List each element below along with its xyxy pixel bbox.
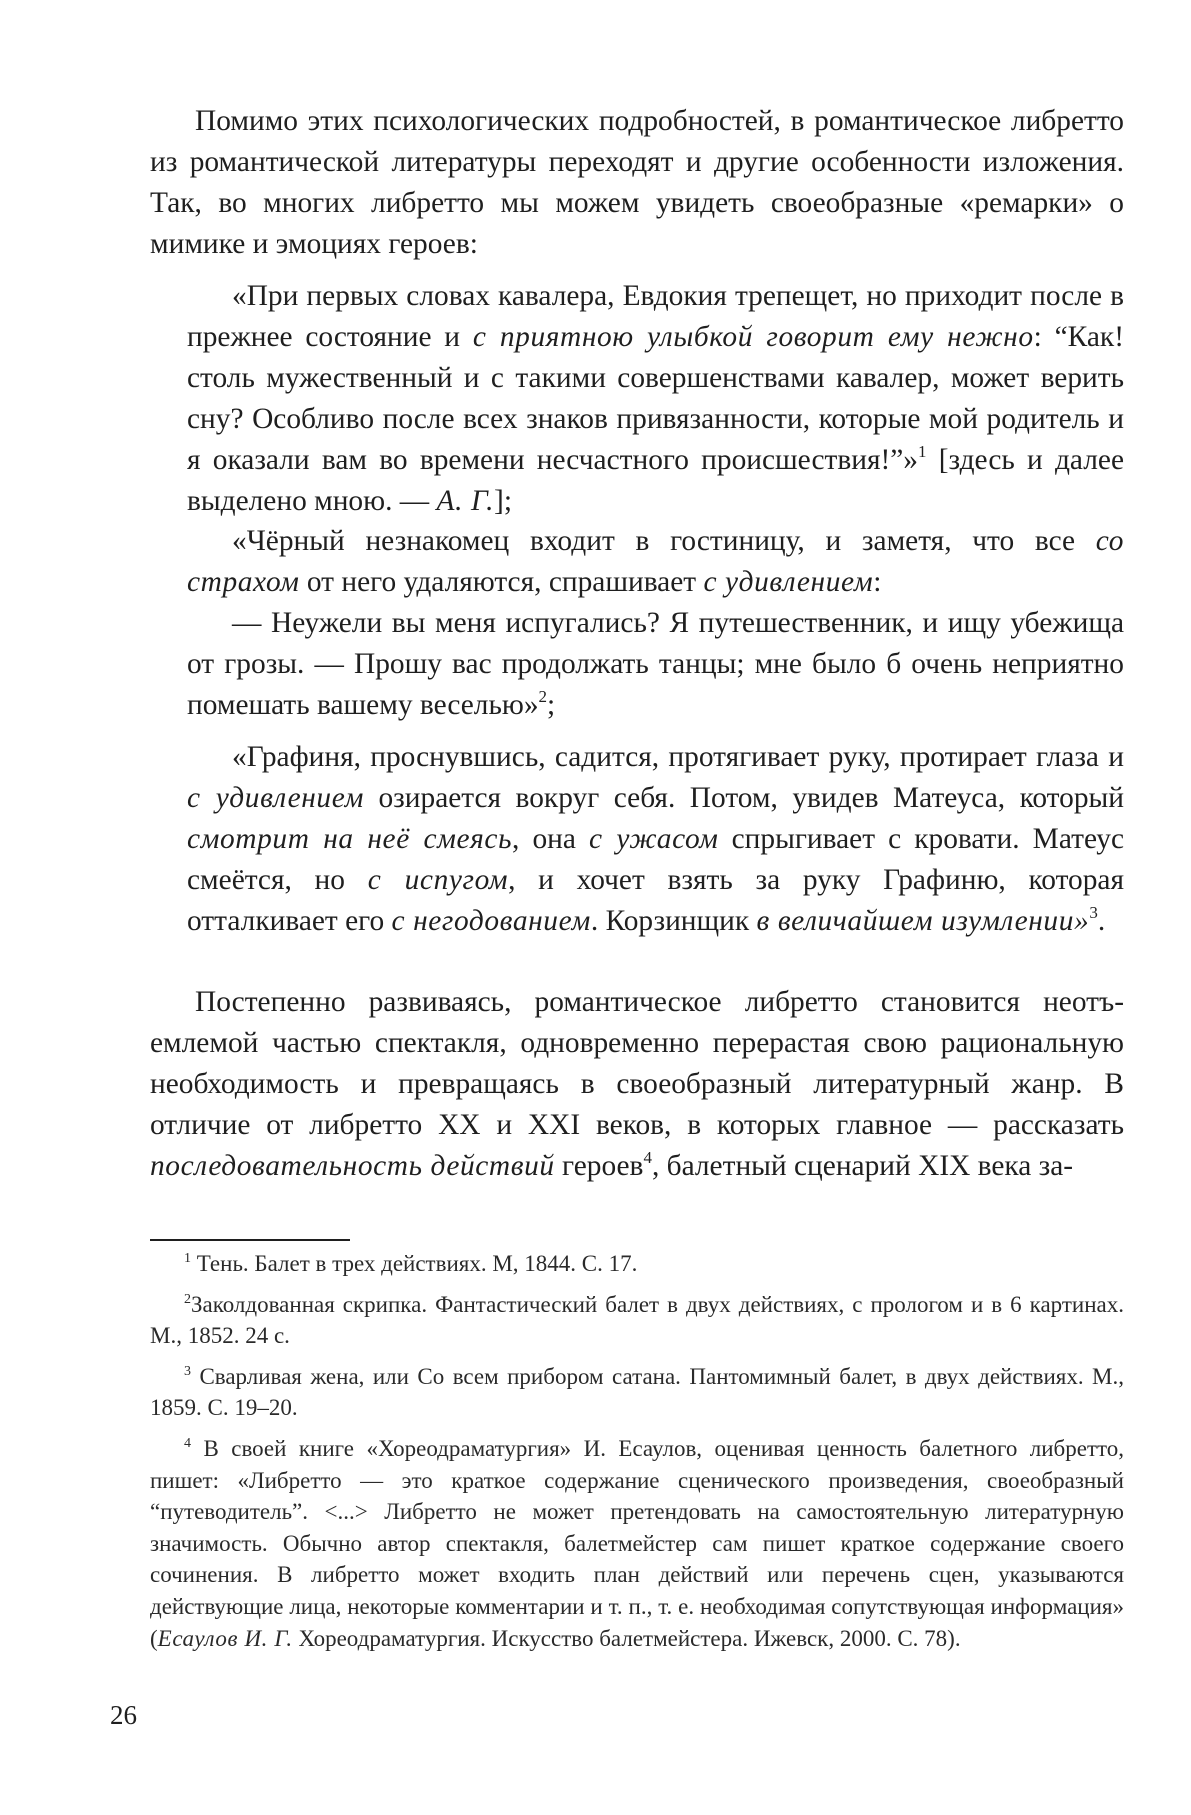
intro-text: Помимо этих психологических подробностей, в романтическое либретто из романтической литературы переходят и другие особенности изложения. Так, во многих либретто мы можем увидеть своеобразные «ремарки» о мимике и эмоциях героев: [150,105,1124,260]
footnote-text: Заколдованная скрипка. Фантастический балет в двух действиях, с прологом и в 6 картинах. М., 1852. 24 с. [150,1291,1124,1349]
footnote-number: 1 [184,1251,191,1266]
footnote-ref-3: 3 [1089,903,1098,922]
footnote-3 [150,1361,1124,1424]
footnotes [150,1248,1124,1663]
quote-2-dialogue: — Неужели вы меня испугались? Я путешественник, и ищу убежища от грозы. — Прошу вас продолжать танцы; мне было б очень неприятно помешать вашему веселью» [187,607,1124,721]
footnote-separator [150,1239,350,1241]
quote-3-emphasis: с удивлением [187,782,364,814]
closing-text: , балетный сценарий XIX века за- [651,1150,1074,1182]
closing-paragraph [150,982,1124,1187]
quote-1-text: [здесь и далее выделено мною. — [187,444,1124,517]
quote-1 [187,276,1124,522]
quote-2-emphasis: с удивлением [703,566,874,598]
quote-3-emphasis: с ужасом [589,823,719,855]
author-initials: А. Г. [436,485,495,517]
footnote-text: Тень. Балет в трех действиях. М, 1844. С. 17. [196,1251,638,1276]
quote-2-emphasis: со страхом [187,525,1124,598]
quote-2 [187,521,1124,726]
footnote-number: 2 [184,1291,191,1307]
footnote-ref-4: 4 [643,1148,652,1167]
quote-2-text: ; [547,689,556,721]
footnote-ref-2: 2 [538,687,548,706]
quote-3-text: «Графиня, проснувшись, садится, протягивает руку, протирает глаза и [232,741,1124,773]
quote-2-text: от него удаляются, спрашивает [299,566,704,598]
footnote-number: 3 [184,1363,191,1379]
footnote-text: Хореодраматургия. Искусство балетмейстера. Ижевск, 2000. С. 78). [292,1625,961,1651]
quote-3-emphasis: с негодованием [391,905,591,937]
footnote-text: В своей книге «Хореодраматургия» И. Есаулов, оценивая ценность балетного либретто, пишет: «Либретто — это краткое содержание сценического произведения, своеобразный “путеводитель”. <...> Либретто не может претендовать на самостоятельную литературную значимость. Обычно автор спектакля, балетмейстер сам пишет краткое содержание своего сочинения. В либретто может входить план действий или перечень сцен, указываются действующие лица, некоторые комментарии и т. п., т. е. необходимая сопутствующая информация» ( [150,1435,1125,1651]
quote-3-text: спрыгивает с кровати. Матеус смеётся, но [187,823,1124,896]
quote-2-text: : [873,566,882,598]
quote-3-text: озирается вокруг себя. Потом, увидев Матеуса, который [363,782,1125,814]
closing-text: героев [554,1150,644,1182]
quote-3-text: , она [512,823,590,855]
quote-1-emphasis: с приятною улыбкой говорит ему нежно [472,321,1034,353]
quote-3 [187,737,1124,942]
page-number: 26 [110,1700,137,1730]
quote-3-emphasis: с испугом [367,864,509,896]
closing-text: Постепенно развиваясь, романтическое либретто становится неотъемлемой частью спектакля, одновременно перерастая свою рациональную необходимость и превращаясь в своеобразный литературный жанр. В отличие от либретто XX и XXI веков, в которых главное — рассказать [150,986,1124,1141]
quote-1-text: «При первых словах кавалера, Евдокия трепещет, но приходит после в прежнее состояние и [187,280,1124,353]
quote-3-emphasis: смотрит на неё смеясь [187,823,513,855]
footnote-number: 4 [184,1435,191,1451]
quote-3-text: . Корзинщик [590,905,757,937]
closing-emphasis: последовательность действий [150,1150,555,1182]
footnote-author: Есаулов И. Г. [157,1625,293,1651]
quote-1-text: ]; [494,485,512,517]
footnote-2 [150,1289,1124,1352]
quote-3-emphasis: в величайшем изумлении» [756,905,1090,937]
intro-paragraph [150,101,1124,265]
footnote-1 [150,1248,1124,1280]
footnote-ref-1: 1 [918,442,927,461]
quote-3-text: . [1097,905,1106,937]
footnote-4 [150,1433,1124,1654]
quote-1-text: : “Как! столь мужественный и с такими совершенствами кавалер, может верить сну? Особливо после всех знаков привязанности, которые мой родитель и я оказали вам во времени несчастного происшествия!”» [187,321,1125,476]
quote-2-text: «Чёрный незнакомец входит в гостиницу, и заметя, что все [232,525,1096,557]
quote-3-text: , и хочет взять за руку Графиню, которая отталкивает его [187,864,1124,937]
footnote-text: Сварливая жена, или Со всем прибором сатана. Пантомимный балет, в двух действиях. М., 1859. С. 19–20. [150,1363,1124,1421]
